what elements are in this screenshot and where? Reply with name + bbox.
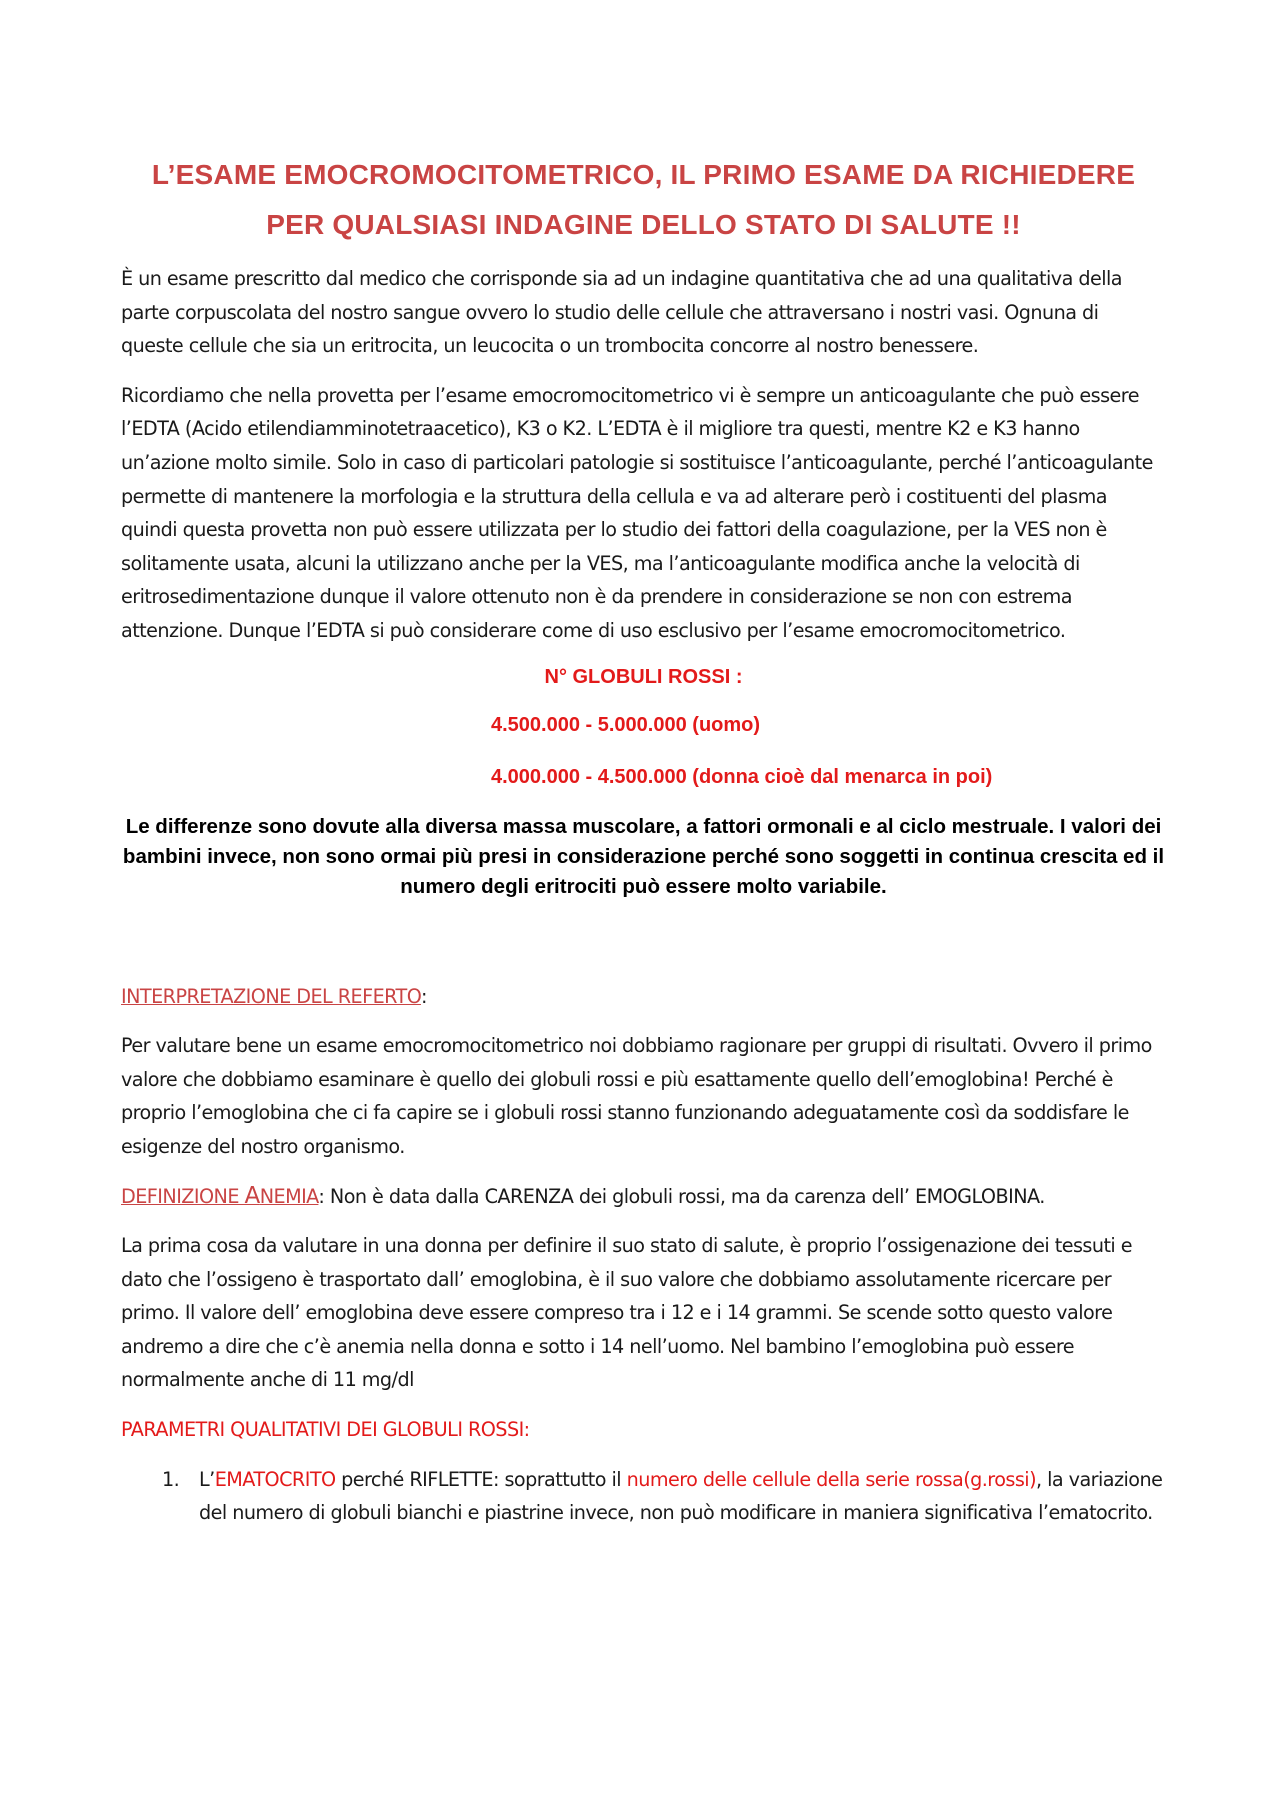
ossigenazione-paragraph: La prima cosa da valutare in una donna per definire il suo stato di salute, è proprio l’ossigenazione dei tessuti e dato che l’ossigeno è trasportato dall’ emoglobina, è il suo valore che dobbiamo assolutamente ricercare per primo. Il valore dell’ emoglobina deve essere compreso tra i 12 e i 14 grammi. Se scende sotto questo valore andremo a dire che c’è anemia nella donna e sotto i 14 nell’uomo. Nel bambino l’emoglobina può essere normalmente anche di 11 mg/dl — [121, 1234, 1133, 1392]
list-item-middle: perché RIFLETTE: soprattutto il — [335, 1467, 627, 1491]
list-item-number: 1. — [162, 1467, 180, 1491]
globuli-rossi-note: Le differenze sono dovute alla diversa massa muscolare, a fattori ormonali e al ciclo mestruale. I valori dei bambini invece, non sono ormai più presi in considerazione perché sono soggetti in continua crescita ed il numero degli eritrociti può essere molto variabile. — [122, 814, 1165, 898]
anemia-heading-part1: DEFINIZIONE — [121, 1184, 245, 1208]
list-item-rest: , la variazione del numero di globuli bianchi e piastrine invece, non può modificare in maniera significativa l’ematocrito. — [199, 1467, 1163, 1525]
globuli-rossi-heading: N° GLOBULI ROSSI : — [544, 665, 743, 688]
referto-heading-line — [121, 980, 1166, 1014]
list-item-highlight: numero delle cellule della serie rossa(g.rossi) — [626, 1467, 1037, 1491]
globuli-rossi-uomo: 4.500.000 - 5.000.000 (uomo) — [491, 713, 761, 736]
anemia-heading-cap: A — [244, 1182, 260, 1209]
document-title — [121, 150, 1166, 250]
edta-paragraph: Ricordiamo che nella provetta per l’esame emocromocitometrico vi è sempre un anticoagulante che può essere l’EDTA (Acido etilendiamminotetraacetico), K3 o K2. L’EDTA è il migliore tra questi, mentre K2 e K3 hanno un’azione molto simile. Solo in caso di particolari patologie si sostituisce l’anticoagulante, perché l’anticoagulante permette di mantenere la morfologia e la struttura della cellula e va ad alterare però i costituenti del plasma quindi questa provetta non può essere utilizzata per lo studio dei fattori della coagulazione, per la VES non è solitamente usata, alcuni la utilizzano anche per la VES, ma l’anticoagulante modifica anche la velocità di eritrosedimentazione dunque il valore ottenuto non è da prendere in considerazione se non con estrema attenzione. Dunque l’EDTA si può considerare come di uso esclusivo per l’esame emocromocitometrico. — [121, 383, 1153, 642]
list-item-prefix: L’ — [199, 1467, 215, 1491]
referto-paragraph: Per valutare bene un esame emocromocitometrico noi dobbiamo ragionare per gruppi di risultati. Ovvero il primo valore che dobbiamo esaminare è quello dei globuli rossi e più esattamente quello dell’emoglobina! Perché è proprio l’emoglobina che ci fa capire se i globuli rossi stanno funzionando adeguatamente così da soddisfare le esigenze del nostro organismo. — [121, 1034, 1152, 1158]
anemia-definition: : Non è data dalla CARENZA dei globuli rossi, ma da carenza dell’ EMOGLOBINA. — [318, 1184, 1045, 1208]
document-page — [121, 150, 1166, 1546]
referto-colon: : — [420, 984, 427, 1008]
intro-paragraph: È un esame prescritto dal medico che corrisponde sia ad un indagine quantitativa che ad una qualitativa della parte corpuscolata del nostro sangue ovvero lo studio delle cellule che attraversano i nostri vasi. Ognuna di queste cellule che sia un eritrocita, un leucocita o un trombocita concorre al nostro benessere. — [121, 267, 1122, 358]
parametri-heading: PARAMETRI QUALITATIVI DEI GLOBULI ROSSI: — [121, 1418, 530, 1442]
anemia-line — [121, 1180, 1166, 1214]
anemia-heading — [121, 1182, 319, 1209]
list-item-term: EMATOCRITO — [214, 1467, 336, 1491]
anemia-heading-part2: NEMIA — [259, 1184, 319, 1208]
globuli-rossi-donna: 4.000.000 - 4.500.000 (donna cioè dal menarca in poi) — [491, 765, 993, 788]
referto-heading: INTERPRETAZIONE DEL REFERTO — [121, 984, 421, 1008]
title-line-1: L’ESAME EMOCROMOCITOMETRICO, IL PRIMO ESAME DA RICHIEDERE — [151, 159, 1136, 190]
title-line-2: PER QUALSIASI INDAGINE DELLO STATO DI SALUTE !! — [266, 209, 1021, 240]
list-item — [121, 1463, 1166, 1530]
